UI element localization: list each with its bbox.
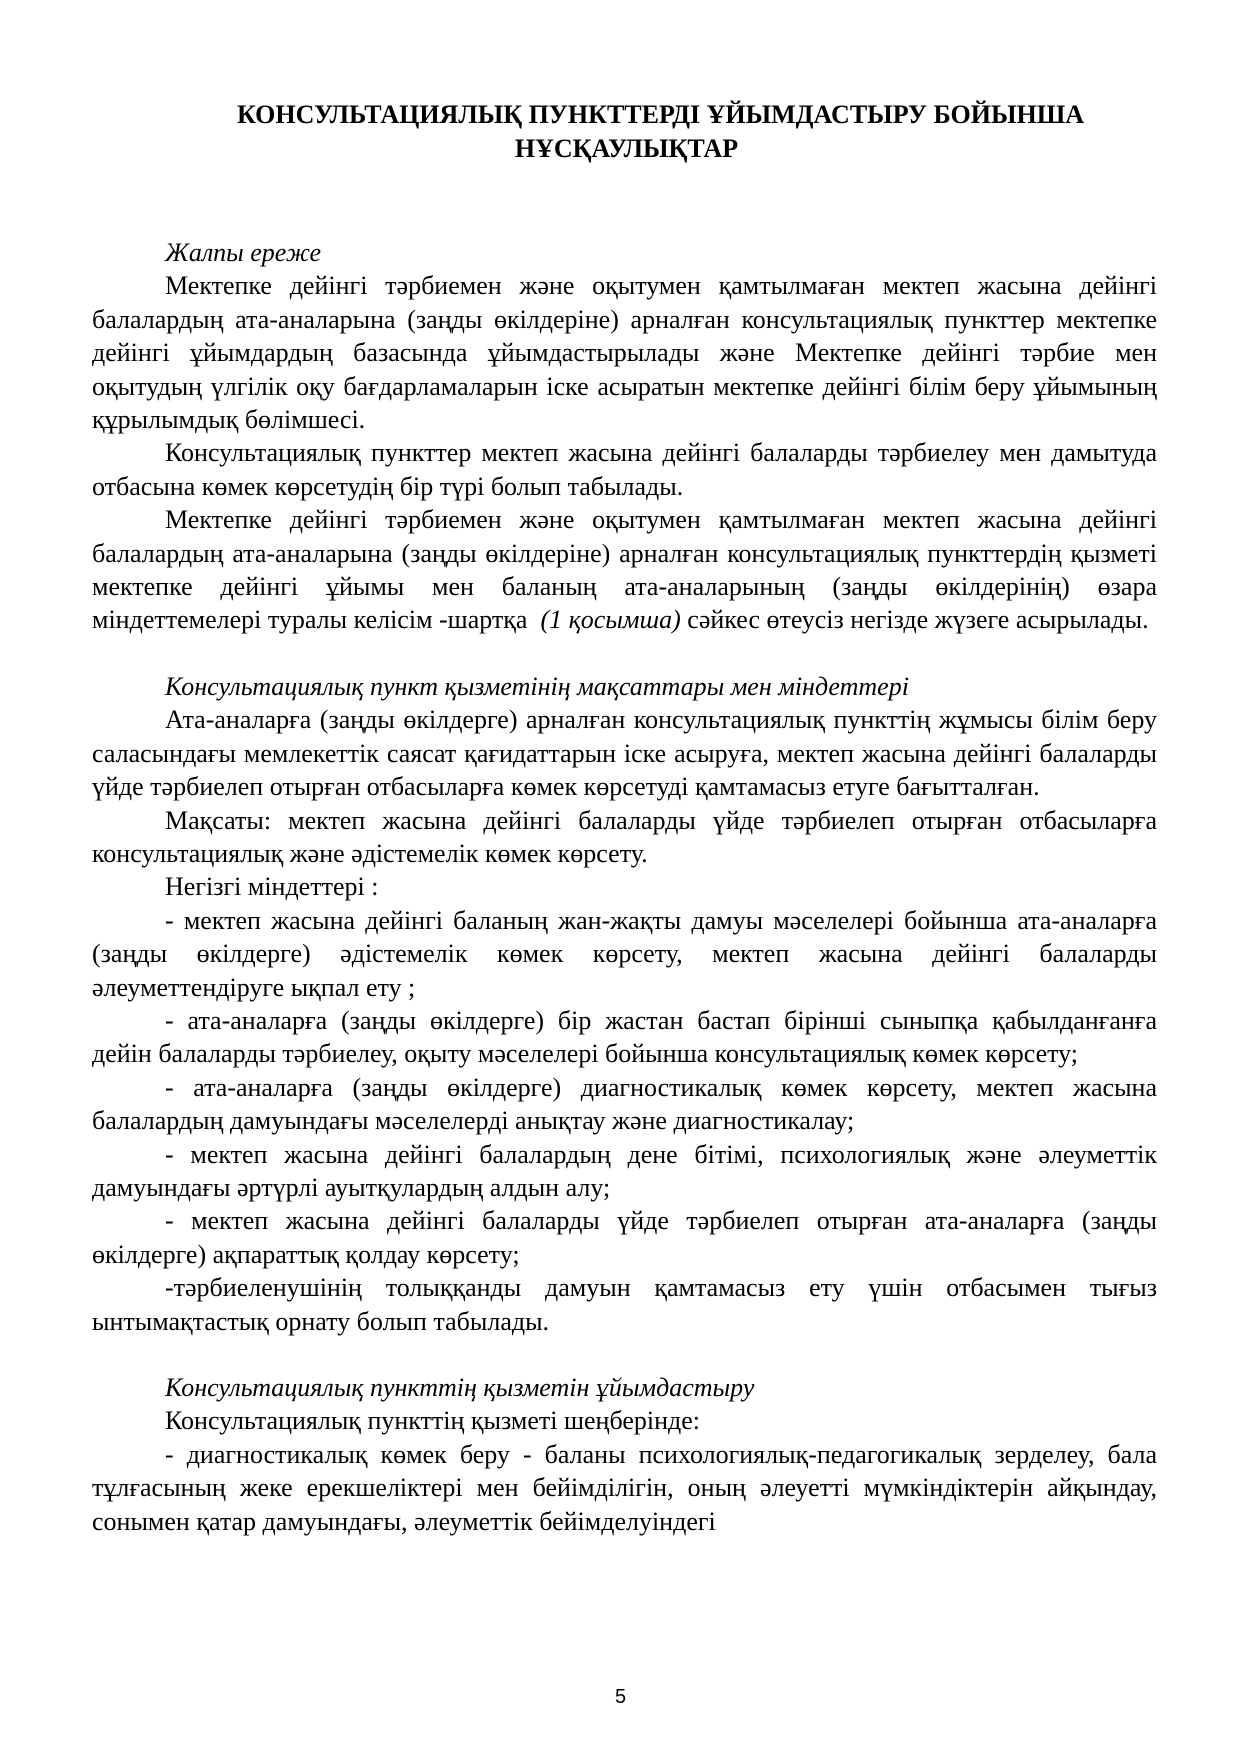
paragraph: Консультациялық пункттер мектеп жасына дейінгі балаларды тәрбиелеу мен дамытуда отбасына көмек көрсетудің бір түрі болып табылады. (92, 438, 1157, 501)
paragraph-text: Мектепке дейінгі тәрбиемен және оқытумен қамтылмаған мектеп жасына дейінгі балалардың ата-аналарына (заңды өкілдеріне) арналған консультациялық пункттердің қызметі мектепке дейінгі ұйымы мен баланың ата-аналарының (заңды өкілдерінің) өзара міндеттемелері туралы келісім -шартқа (92, 505, 1157, 635)
paragraph: Ата-аналарға (заңды өкілдерге) арналған консультациялық пункттің жұмысы білім беру саласындағы мемлекеттік саясат қағидаттарын іске асыруға, мектеп жасына дейінгі балаларды үйде тәрбиелеп отырған отбасыларға көмек көрсетуді қамтамасыз етуге бағытталған. (92, 705, 1157, 802)
paragraph: Мақсаты: мектеп жасына дейінгі балаларды үйде тәрбиелеп отырған отбасыларға консультациялық және әдістемелік көмек көрсету. (92, 805, 1157, 868)
list-item: - ата-аналарға (заңды өкілдерге) бір жастан бастап бірінші сыныпқа қабылданғанға дейін балаларды тәрбиелеу, оқыту мәселелері бойынша консультациялық көмек көрсету; (92, 1005, 1157, 1069)
title-line-2: НҰСҚАУЛЫҚТАР (514, 134, 739, 163)
annex-reference: (1 қосымша) (540, 605, 681, 635)
list-item: - мектеп жасына дейінгі баланың жан-жақты дамуы мәселелері бойынша ата-аналарға (заңды өкілдерге) әдістемелік көмек көрсету, мектеп жасына дейінгі балаларды әлеуметтендіруге ықпал ету ; (92, 905, 1157, 1002)
section-heading-goals: Консультациялық пункт қызметінің мақсаттары мен міндеттері (165, 671, 909, 701)
paragraph: Консультациялық пункттің қызметі шеңберінде: (165, 1406, 701, 1436)
paragraph: Негізгі міндеттері : (165, 872, 379, 902)
list-item: - мектеп жасына дейінгі балалардың дене бітімі, психологиялық және әлеуметтік дамуындағы әртүрлі ауытқулардың алдын алу; (92, 1139, 1157, 1202)
document-title (0, 98, 1241, 166)
section-heading-general: Жалпы ереже (165, 238, 322, 267)
page-number: 5 (614, 1686, 627, 1708)
title-line-1: КОНСУЛЬТАЦИЯЛЫҚ ПУНКТТЕРДІ ҰЙЫМДАСТЫРУ БОЙЫНША (236, 100, 1085, 129)
paragraph: Мектепке дейінгі тәрбиемен және оқытумен қамтылмаған мектеп жасына дейінгі балалардың ата-аналарына (заңды өкілдеріне) арналған консультациялық пункттер мектепке дейінгі ұйымдардың базасында ұйымдастырылады және Мектепке дейінгі тәрбие мен оқытудың үлгілік оқу бағдарламаларын іске асыратын мектепке дейінгі білім беру ұйымының құрылымдық бөлімшесі. (92, 271, 1157, 435)
paragraph-text-continued: сәйкес өтеусіз негізде жүзеге асырылады. (687, 605, 1149, 635)
list-item: - ата-аналарға (заңды өкілдерге) диагностикалық көмек көрсету, мектеп жасына балалардың дамуындағы мәселелерді анықтау және диагностикалау; (92, 1072, 1157, 1136)
list-item: -тәрбиеленушінің толыққанды дамуын қамтамасыз ету үшін отбасымен тығыз ынтымақтастық орнату болып табылады. (92, 1273, 1157, 1336)
list-item: - диагностикалық көмек беру - баланы психологиялық-педагогикалық зерделеу, бала тұлғасының жеке ерекшеліктері мен бейімділігін, оның әлеуетті мүмкіндіктерін айқындау, сонымен қатар дамуындағы, әлеуметтік бейімделуіндегі (92, 1439, 1157, 1536)
document-body (92, 236, 1157, 1538)
section-heading-organization: Консультациялық пункттің қызметін ұйымдастыру (165, 1373, 755, 1402)
paragraph (92, 503, 1157, 637)
list-item: - мектеп жасына дейінгі балаларды үйде тәрбиелеп отырған ата-аналарға (заңды өкілдерге) ақпараттық қолдау көрсету; (92, 1206, 1157, 1269)
